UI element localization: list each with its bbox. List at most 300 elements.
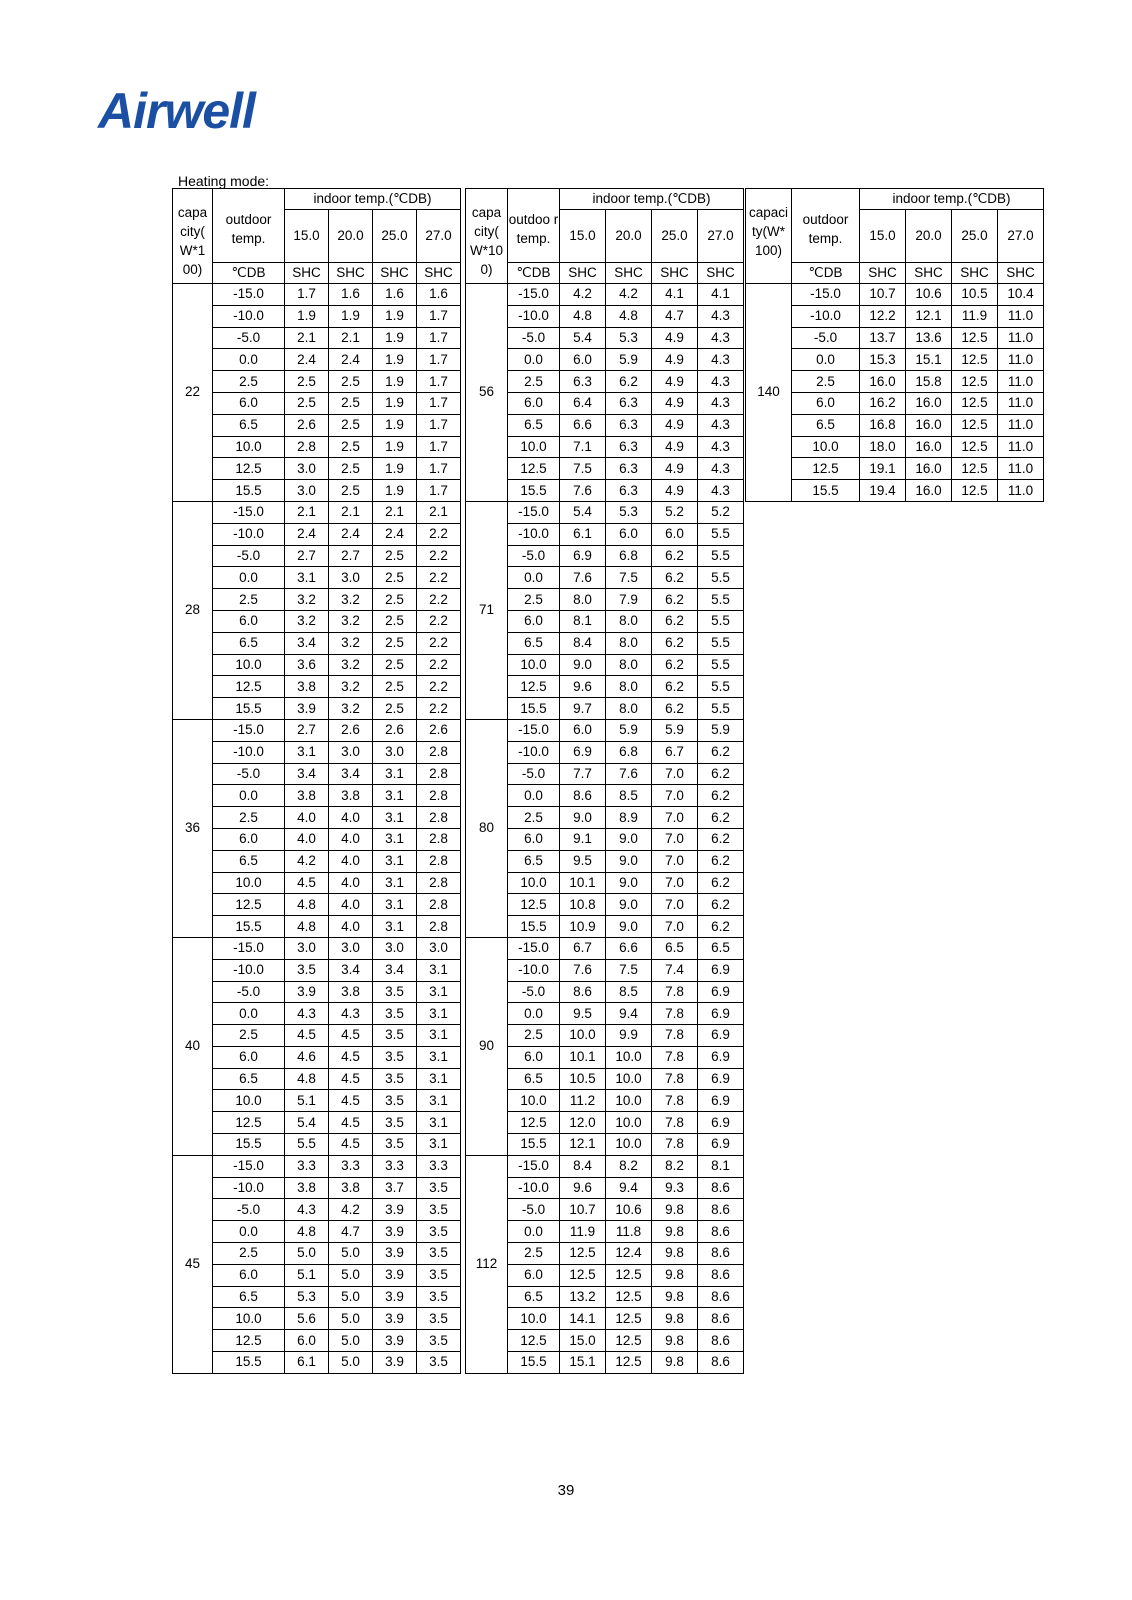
outdoor-temp-cell: 6.5 <box>508 1068 560 1090</box>
outdoor-temp-cell: 6.0 <box>213 828 285 850</box>
outdoor-temp-cell: -15.0 <box>508 1155 560 1177</box>
shc-value-cell: 2.7 <box>285 545 329 567</box>
indoor-temp-value: 25.0 <box>652 210 698 263</box>
outdoor-temp-cell: -10.0 <box>792 305 860 327</box>
table-row <box>466 545 744 567</box>
shc-value-cell: 3.9 <box>373 1264 417 1286</box>
outdoor-temp-cell: -15.0 <box>213 284 285 306</box>
table-row <box>173 1134 461 1156</box>
shc-value-cell: 3.8 <box>329 1177 373 1199</box>
shc-value-cell: 5.5 <box>698 523 744 545</box>
shc-value-cell: 5.9 <box>698 719 744 741</box>
shc-value-cell: 11.0 <box>998 480 1044 502</box>
shc-value-cell: 8.6 <box>698 1352 744 1374</box>
shc-value-cell: 6.0 <box>652 523 698 545</box>
shc-value-cell: 2.5 <box>373 545 417 567</box>
outdoor-temp-cell: 0.0 <box>508 1221 560 1243</box>
shc-value-cell: 3.1 <box>373 872 417 894</box>
capacity-cell: 28 <box>173 501 213 719</box>
table-row <box>466 741 744 763</box>
outdoor-temp-cell: 6.5 <box>508 632 560 654</box>
shc-value-cell: 6.9 <box>560 545 606 567</box>
indoor-temp-header: indoor temp.(℃DB) <box>285 189 461 210</box>
outdoor-temp-cell: 12.5 <box>213 458 285 480</box>
shc-value-cell: 2.5 <box>373 567 417 589</box>
table-row <box>466 1199 744 1221</box>
table-row <box>173 1308 461 1330</box>
outdoor-temp-cell: 2.5 <box>213 807 285 829</box>
shc-value-cell: 6.2 <box>698 894 744 916</box>
unit-header-row <box>466 263 744 284</box>
shc-value-cell: 4.9 <box>652 327 698 349</box>
outdoor-temp-cell: 6.5 <box>213 632 285 654</box>
shc-value-cell: 6.9 <box>698 1003 744 1025</box>
shc-value-cell: 6.2 <box>698 872 744 894</box>
shc-value-cell: 12.5 <box>606 1264 652 1286</box>
shc-value-cell: 4.5 <box>329 1090 373 1112</box>
shc-value-cell: 1.9 <box>373 458 417 480</box>
shc-value-cell: 4.9 <box>652 371 698 393</box>
table-row <box>466 959 744 981</box>
shc-value-cell: 3.5 <box>417 1352 461 1374</box>
shc-value-cell: 2.5 <box>373 589 417 611</box>
table-row <box>466 916 744 938</box>
shc-value-cell: 11.0 <box>998 458 1044 480</box>
table-row <box>466 414 744 436</box>
shc-value-cell: 4.0 <box>329 828 373 850</box>
table-row <box>466 567 744 589</box>
outdoor-temp-cell: 0.0 <box>508 1003 560 1025</box>
shc-value-cell: 16.2 <box>860 392 906 414</box>
outdoor-temp-cell: 10.0 <box>508 1308 560 1330</box>
shc-value-cell: 8.5 <box>606 785 652 807</box>
airwell-logo <box>96 80 316 140</box>
outdoor-temp-cell: 0.0 <box>508 349 560 371</box>
blank-header-cell <box>213 189 285 210</box>
table-row <box>466 458 744 480</box>
shc-value-cell: 12.5 <box>952 414 998 436</box>
shc-header: SHC <box>329 263 373 284</box>
shc-value-cell: 3.8 <box>329 981 373 1003</box>
table-row <box>173 284 461 306</box>
shc-value-cell: 6.2 <box>698 741 744 763</box>
shc-value-cell: 5.9 <box>606 349 652 371</box>
table-row <box>173 589 461 611</box>
shc-value-cell: 2.5 <box>373 698 417 720</box>
shc-header: SHC <box>373 263 417 284</box>
shc-value-cell: 4.5 <box>329 1112 373 1134</box>
table-row <box>466 785 744 807</box>
shc-value-cell: 9.8 <box>652 1199 698 1221</box>
shc-value-cell: 6.3 <box>606 436 652 458</box>
shc-value-cell: 6.2 <box>652 698 698 720</box>
shc-value-cell: 6.9 <box>698 1134 744 1156</box>
table-row <box>466 654 744 676</box>
shc-value-cell: 6.2 <box>698 785 744 807</box>
shc-value-cell: 3.1 <box>417 981 461 1003</box>
table-row <box>173 1286 461 1308</box>
shc-value-cell: 1.6 <box>417 284 461 306</box>
shc-value-cell: 9.0 <box>606 850 652 872</box>
outdoor-temp-cell: 2.5 <box>213 1025 285 1047</box>
shc-value-cell: 4.3 <box>698 371 744 393</box>
shc-value-cell: 6.9 <box>698 1046 744 1068</box>
shc-value-cell: 3.3 <box>417 1155 461 1177</box>
shc-value-cell: 5.5 <box>698 698 744 720</box>
table-row <box>173 741 461 763</box>
shc-value-cell: 1.9 <box>373 327 417 349</box>
shc-value-cell: 13.2 <box>560 1286 606 1308</box>
shc-value-cell: 2.2 <box>417 589 461 611</box>
shc-value-cell: 2.1 <box>329 501 373 523</box>
shc-value-cell: 2.8 <box>417 894 461 916</box>
shc-value-cell: 11.0 <box>998 436 1044 458</box>
shc-value-cell: 3.9 <box>373 1352 417 1374</box>
shc-value-cell: 11.0 <box>998 392 1044 414</box>
table-row <box>173 1046 461 1068</box>
shc-value-cell: 4.9 <box>652 392 698 414</box>
shc-value-cell: 3.1 <box>417 1003 461 1025</box>
shc-value-cell: 15.1 <box>560 1352 606 1374</box>
shc-value-cell: 2.2 <box>417 654 461 676</box>
shc-value-cell: 7.8 <box>652 1068 698 1090</box>
table-row <box>466 480 744 502</box>
shc-value-cell: 5.0 <box>329 1264 373 1286</box>
table-row <box>466 698 744 720</box>
table-row <box>173 392 461 414</box>
shc-header: SHC <box>606 263 652 284</box>
outdoor-temp-cell: 2.5 <box>508 589 560 611</box>
indoor-temp-value: 27.0 <box>417 210 461 263</box>
outdoor-temp-cell: 15.5 <box>213 1134 285 1156</box>
table-row <box>173 567 461 589</box>
shc-value-cell: 3.5 <box>417 1264 461 1286</box>
shc-value-cell: 10.7 <box>860 284 906 306</box>
table-row <box>173 414 461 436</box>
table-row <box>466 610 744 632</box>
shc-value-cell: 2.8 <box>417 916 461 938</box>
shc-value-cell: 6.2 <box>698 916 744 938</box>
temp-header-row <box>173 210 461 263</box>
shc-value-cell: 5.5 <box>698 654 744 676</box>
shc-value-cell: 2.2 <box>417 545 461 567</box>
shc-value-cell: 6.3 <box>606 392 652 414</box>
outdoor-temp-cell: 2.5 <box>213 371 285 393</box>
table-row <box>746 284 1044 306</box>
shc-value-cell: 5.5 <box>698 632 744 654</box>
shc-value-cell: 4.5 <box>329 1134 373 1156</box>
shc-value-cell: 6.7 <box>560 937 606 959</box>
shc-value-cell: 6.5 <box>698 937 744 959</box>
shc-value-cell: 3.2 <box>329 676 373 698</box>
shc-value-cell: 1.7 <box>417 414 461 436</box>
outdoor-temp-cell: 2.5 <box>213 1243 285 1265</box>
table-row <box>173 1243 461 1265</box>
indoor-temp-value: 20.0 <box>906 210 952 263</box>
shc-value-cell: 8.0 <box>606 654 652 676</box>
shc-value-cell: 10.8 <box>560 894 606 916</box>
table-row <box>466 719 744 741</box>
shc-value-cell: 3.9 <box>373 1221 417 1243</box>
shc-value-cell: 19.1 <box>860 458 906 480</box>
outdoor-temp-header: outdoo r temp. <box>508 210 560 263</box>
shc-value-cell: 10.6 <box>906 284 952 306</box>
shc-value-cell: 8.4 <box>560 1155 606 1177</box>
shc-value-cell: 7.0 <box>652 785 698 807</box>
shc-value-cell: 15.3 <box>860 349 906 371</box>
shc-value-cell: 10.7 <box>560 1199 606 1221</box>
shc-value-cell: 5.5 <box>698 589 744 611</box>
outdoor-temp-cell: 6.5 <box>508 1286 560 1308</box>
shc-value-cell: 8.6 <box>698 1243 744 1265</box>
shc-value-cell: 13.6 <box>906 327 952 349</box>
shc-value-cell: 6.5 <box>652 937 698 959</box>
outdoor-temp-cell: 6.5 <box>213 1068 285 1090</box>
shc-value-cell: 12.5 <box>606 1352 652 1374</box>
table-row <box>173 545 461 567</box>
shc-value-cell: 3.1 <box>373 785 417 807</box>
shc-value-cell: 7.0 <box>652 807 698 829</box>
shc-header: SHC <box>860 263 906 284</box>
shc-value-cell: 7.0 <box>652 850 698 872</box>
table-row <box>173 1199 461 1221</box>
table-row <box>466 937 744 959</box>
shc-value-cell: 11.0 <box>998 349 1044 371</box>
shc-value-cell: 3.5 <box>417 1199 461 1221</box>
table-row <box>173 1112 461 1134</box>
shc-value-cell: 2.5 <box>285 392 329 414</box>
outdoor-temp-cell: 6.5 <box>213 850 285 872</box>
shc-value-cell: 1.9 <box>285 305 329 327</box>
outdoor-temp-cell: 10.0 <box>213 1308 285 1330</box>
table-row <box>173 1177 461 1199</box>
outdoor-temp-cell: 10.0 <box>792 436 860 458</box>
shc-value-cell: 4.3 <box>698 436 744 458</box>
shc-value-cell: 1.7 <box>417 371 461 393</box>
shc-value-cell: 16.0 <box>906 458 952 480</box>
shc-value-cell: 3.6 <box>285 654 329 676</box>
shc-value-cell: 3.0 <box>329 937 373 959</box>
table-row <box>466 1352 744 1374</box>
shc-value-cell: 4.3 <box>698 414 744 436</box>
shc-value-cell: 12.5 <box>606 1308 652 1330</box>
temp-header-row <box>466 210 744 263</box>
indoor-temp-value: 27.0 <box>998 210 1044 263</box>
indoor-temp-value: 25.0 <box>952 210 998 263</box>
shc-value-cell: 2.8 <box>417 828 461 850</box>
shc-value-cell: 9.5 <box>560 1003 606 1025</box>
shc-value-cell: 6.2 <box>652 589 698 611</box>
heating-table-2 <box>465 188 744 1374</box>
shc-value-cell: 12.5 <box>560 1243 606 1265</box>
capacity-cell: 45 <box>173 1155 213 1373</box>
shc-value-cell: 6.9 <box>698 1112 744 1134</box>
svg-text:Airwell: Airwell <box>98 83 255 139</box>
shc-value-cell: 7.7 <box>560 763 606 785</box>
table-row <box>466 632 744 654</box>
shc-value-cell: 3.5 <box>373 1090 417 1112</box>
table-row <box>466 981 744 1003</box>
heating-table-3 <box>745 188 1044 502</box>
table-row <box>173 981 461 1003</box>
outdoor-temp-cell: -15.0 <box>213 501 285 523</box>
outdoor-temp-cell: 15.5 <box>213 698 285 720</box>
shc-value-cell: 12.0 <box>560 1112 606 1134</box>
shc-value-cell: 8.0 <box>606 632 652 654</box>
shc-value-cell: 5.3 <box>606 327 652 349</box>
shc-value-cell: 7.5 <box>606 959 652 981</box>
table-row <box>466 1330 744 1352</box>
blank-header-cell <box>792 189 860 210</box>
outdoor-temp-cell: 12.5 <box>508 894 560 916</box>
outdoor-temp-cell: -10.0 <box>508 1177 560 1199</box>
shc-value-cell: 2.4 <box>329 349 373 371</box>
shc-value-cell: 7.8 <box>652 1134 698 1156</box>
shc-value-cell: 3.0 <box>285 937 329 959</box>
outdoor-temp-cell: 10.0 <box>508 1090 560 1112</box>
shc-value-cell: 6.2 <box>652 567 698 589</box>
shc-value-cell: 4.0 <box>285 807 329 829</box>
shc-value-cell: 16.0 <box>906 480 952 502</box>
capacity-header: capa city( W*1 00) <box>173 189 213 284</box>
outdoor-temp-cell: 6.0 <box>213 1046 285 1068</box>
shc-value-cell: 8.6 <box>698 1221 744 1243</box>
shc-value-cell: 10.0 <box>606 1090 652 1112</box>
shc-value-cell: 3.0 <box>285 480 329 502</box>
shc-value-cell: 1.9 <box>373 392 417 414</box>
shc-value-cell: 3.1 <box>285 567 329 589</box>
table-row <box>466 894 744 916</box>
outdoor-temp-cell: 12.5 <box>508 1330 560 1352</box>
capacity-cell: 140 <box>746 284 792 502</box>
table-row <box>173 436 461 458</box>
unit-header-row <box>173 263 461 284</box>
shc-value-cell: 1.7 <box>417 480 461 502</box>
outdoor-temp-cell: -5.0 <box>508 327 560 349</box>
table-row <box>466 872 744 894</box>
shc-value-cell: 6.2 <box>652 676 698 698</box>
outdoor-temp-cell: 15.5 <box>508 916 560 938</box>
outdoor-temp-cell: 6.5 <box>213 414 285 436</box>
shc-value-cell: 5.5 <box>285 1134 329 1156</box>
shc-value-cell: 12.5 <box>606 1330 652 1352</box>
unit-header: ℃DB <box>213 263 285 284</box>
table-row <box>466 305 744 327</box>
shc-value-cell: 12.1 <box>906 305 952 327</box>
shc-value-cell: 3.0 <box>329 741 373 763</box>
shc-value-cell: 5.9 <box>606 719 652 741</box>
table-row <box>173 959 461 981</box>
shc-value-cell: 5.2 <box>698 501 744 523</box>
shc-value-cell: 6.2 <box>652 545 698 567</box>
shc-value-cell: 3.1 <box>373 916 417 938</box>
shc-value-cell: 3.4 <box>329 763 373 785</box>
outdoor-temp-cell: 0.0 <box>213 1003 285 1025</box>
shc-value-cell: 6.1 <box>560 523 606 545</box>
shc-value-cell: 7.8 <box>652 1003 698 1025</box>
outdoor-temp-cell: 0.0 <box>508 785 560 807</box>
shc-value-cell: 3.9 <box>373 1286 417 1308</box>
shc-value-cell: 4.9 <box>652 349 698 371</box>
shc-value-cell: 3.5 <box>417 1308 461 1330</box>
shc-value-cell: 2.5 <box>329 392 373 414</box>
shc-value-cell: 2.2 <box>417 632 461 654</box>
shc-value-cell: 3.0 <box>373 937 417 959</box>
shc-value-cell: 12.5 <box>952 392 998 414</box>
outdoor-temp-cell: -10.0 <box>213 741 285 763</box>
shc-value-cell: 2.4 <box>373 523 417 545</box>
shc-value-cell: 4.3 <box>329 1003 373 1025</box>
shc-value-cell: 9.0 <box>560 807 606 829</box>
shc-value-cell: 10.0 <box>606 1046 652 1068</box>
shc-value-cell: 2.1 <box>373 501 417 523</box>
shc-value-cell: 8.1 <box>560 610 606 632</box>
shc-value-cell: 8.0 <box>606 698 652 720</box>
outdoor-temp-cell: 10.0 <box>213 654 285 676</box>
shc-value-cell: 8.6 <box>698 1308 744 1330</box>
shc-value-cell: 4.5 <box>285 872 329 894</box>
shc-value-cell: 1.7 <box>417 392 461 414</box>
shc-value-cell: 6.6 <box>606 937 652 959</box>
shc-value-cell: 1.9 <box>373 305 417 327</box>
shc-value-cell: 2.5 <box>373 610 417 632</box>
shc-value-cell: 2.5 <box>373 654 417 676</box>
shc-value-cell: 4.3 <box>698 458 744 480</box>
shc-value-cell: 4.8 <box>285 1068 329 1090</box>
shc-value-cell: 4.0 <box>329 807 373 829</box>
outdoor-temp-cell: 6.0 <box>508 1046 560 1068</box>
outdoor-temp-cell: 10.0 <box>213 1090 285 1112</box>
shc-value-cell: 3.1 <box>417 1025 461 1047</box>
outdoor-temp-cell: 0.0 <box>792 349 860 371</box>
indoor-temp-value: 25.0 <box>373 210 417 263</box>
shc-value-cell: 9.0 <box>606 872 652 894</box>
shc-value-cell: 3.5 <box>373 1134 417 1156</box>
outdoor-temp-cell: 6.0 <box>508 828 560 850</box>
shc-value-cell: 6.1 <box>285 1352 329 1374</box>
shc-value-cell: 7.4 <box>652 959 698 981</box>
shc-value-cell: 4.9 <box>652 458 698 480</box>
shc-header: SHC <box>285 263 329 284</box>
table-row <box>466 1286 744 1308</box>
table-row <box>173 1330 461 1352</box>
outdoor-temp-cell: 6.0 <box>508 1264 560 1286</box>
shc-value-cell: 9.4 <box>606 1177 652 1199</box>
outdoor-temp-cell: -5.0 <box>213 763 285 785</box>
shc-value-cell: 15.0 <box>560 1330 606 1352</box>
outdoor-temp-cell: 12.5 <box>213 1330 285 1352</box>
shc-value-cell: 2.5 <box>373 676 417 698</box>
shc-value-cell: 2.4 <box>329 523 373 545</box>
shc-value-cell: 4.5 <box>329 1025 373 1047</box>
shc-value-cell: 6.0 <box>560 349 606 371</box>
table-row <box>173 632 461 654</box>
table-row <box>173 676 461 698</box>
shc-value-cell: 9.3 <box>652 1177 698 1199</box>
shc-value-cell: 6.2 <box>698 828 744 850</box>
outdoor-temp-header: outdoor temp. <box>213 210 285 263</box>
header-row <box>466 189 744 210</box>
table-row <box>173 872 461 894</box>
outdoor-temp-cell: -10.0 <box>508 741 560 763</box>
shc-value-cell: 2.8 <box>417 763 461 785</box>
shc-value-cell: 9.5 <box>560 850 606 872</box>
shc-value-cell: 4.0 <box>329 916 373 938</box>
shc-value-cell: 2.6 <box>285 414 329 436</box>
shc-value-cell: 14.1 <box>560 1308 606 1330</box>
shc-value-cell: 5.6 <box>285 1308 329 1330</box>
capacity-cell: 56 <box>466 284 508 502</box>
